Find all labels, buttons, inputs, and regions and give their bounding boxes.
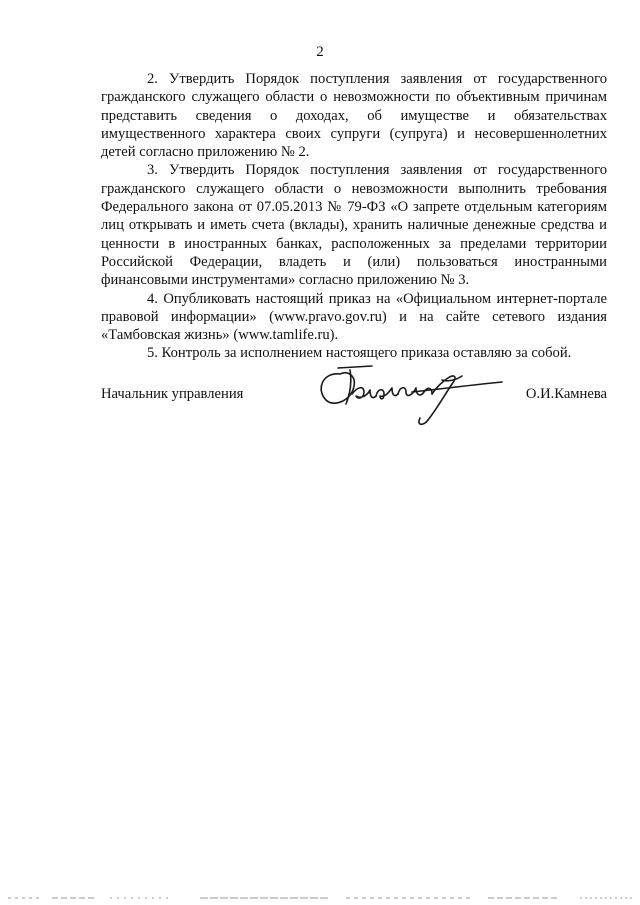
signatory-position: Начальник управления <box>101 386 244 402</box>
paragraph-item-3: 3. Утвердить Порядок поступления заявления от государственного гражданского служащего области о невозможности выполнить требования Федерального закона от 07.05.2013 № 79-ФЗ «О запрете отдельным категориям лиц открывать и иметь счета (вклады), хранить наличные денежные средства и ценности в иностранных банках, расположенных за пределами территории Российской Федерации, владеть и (или) пользоваться иностранными финансовыми инструментами» согласно приложению № 3. <box>101 162 607 289</box>
paragraph-item-5: 5. Контроль за исполнением настоящего приказа оставляю за собой. <box>147 345 572 362</box>
document-body <box>101 70 607 363</box>
paragraph-item-4: 4. Опубликовать настоящий приказ на «Официальном интернет-портале правовой информации» (www.pravo.gov.ru) и на сайте сетевого издания «Тамбовская жизнь» (www.tamlife.ru). <box>101 290 607 344</box>
handwritten-signature-icon <box>312 360 512 430</box>
page-number: 2 <box>316 44 324 60</box>
paragraph-item-2: 2. Утвердить Порядок поступления заявления от государственного гражданского служащего области о невозможности по объективным причинам представить сведения о доходах, об имуществе и обязательствах имущественного характера своих супруги (супруга) и несовершеннолетних детей согласно приложению № 2. <box>101 71 607 161</box>
scan-edge-artifact <box>0 895 640 901</box>
signatory-name: О.И.Камнева <box>525 386 607 402</box>
